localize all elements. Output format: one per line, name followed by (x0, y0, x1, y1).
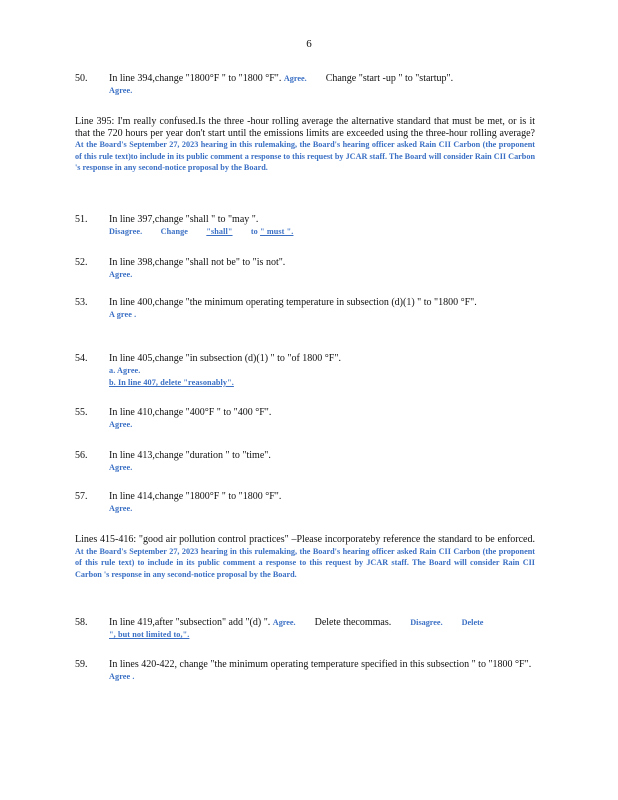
paragraph-reply: At the Board's September 27, 2023 hearing in this rulemaking, the Board's hearing officer asked Rain CII Carbon (the proponent of this rule text) to include in its public comment a response to this request by JCAR staff. The Board will consider Rain CII Carbon 's response in any second-notice proposal by the Board. (75, 546, 535, 579)
item-number: 51. (75, 214, 88, 225)
item-reply: b. In line 407, delete "reasonably". (109, 378, 234, 387)
item-text: In line 414,change "1800°F " to "1800 °F". (109, 491, 282, 502)
paragraph-reply: At the Board's September 27, 2023 hearing in this rulemaking, the Board's hearing officer asked Rain CII Carbon (the proponent of this rule text)to include in its public comment a response to this request by JCAR staff. The Board will consider Rain CII Carbon 's response in any second-notice proposal by the Board. (75, 140, 535, 172)
item-reply: to (250, 227, 258, 236)
item-reply: "shall" (206, 227, 233, 236)
paragraph-text: Lines 415-416: "good air pollution control practices" –Please incorporateby reference the standard to be enforced. (75, 534, 535, 545)
item-text: In line 405,change "in subsection (d)(1) " to "of 1800 °F". (109, 353, 341, 364)
item-reply: Delete (461, 618, 484, 627)
item-reply: Disagree. (410, 618, 443, 627)
list-item (75, 256, 535, 281)
item-reply: Disagree. (109, 227, 143, 236)
item-number: 53. (75, 297, 88, 308)
item-reply: Agree. (109, 420, 133, 429)
item-text: In lines 420-422, change "the minimum operating temperature specified in this subsection " to "1800 °F". (109, 659, 532, 670)
item-number: 54. (75, 353, 88, 364)
list-item (75, 658, 535, 683)
item-reply: A gree . (109, 310, 137, 319)
item-number: 55. (75, 407, 88, 418)
item-text: In line 400,change "the minimum operating temperature in subsection (d)(1) " to "1800 °F". (109, 297, 477, 308)
list-item (75, 616, 535, 641)
comment-paragraph (75, 534, 535, 580)
item-reply: a. Agree. (109, 366, 141, 375)
item-text: In line 397,change "shall " to "may ". (109, 214, 259, 225)
list-item (75, 406, 535, 431)
item-number: 57. (75, 491, 88, 502)
item-reply: Agree. (109, 463, 133, 472)
item-reply: Change (160, 227, 189, 236)
list-item (75, 490, 535, 515)
list-item (75, 72, 535, 97)
item-text: In line 410,change "400°F " to "400 °F". (109, 407, 272, 418)
item-number: 56. (75, 450, 88, 461)
item-reply: ", but not limited to,". (109, 630, 190, 639)
item-reply: Agree. (272, 618, 296, 627)
page-number: 6 (306, 38, 312, 50)
item-reply: Agree. (109, 86, 133, 95)
item-reply: Agree. (109, 270, 133, 279)
item-text: In line 394,change "1800°F " to "1800 °F". (109, 73, 282, 84)
item-text: In line 413,change "duration " to "time". (109, 450, 271, 461)
item-reply: Agree . (109, 672, 135, 681)
list-item (75, 449, 535, 474)
item-text-2: Change "start -up " to "startup". (325, 73, 454, 84)
item-text: In line 398,change "shall not be" to "is not". (109, 257, 286, 268)
paragraph-text: Line 395: I'm really confused.Is the three -hour rolling average the alternative standard that must be met, or is it that the 720 hours per year don't start until the emissions limits are exceeded using the three-hour rolling average? (75, 116, 535, 139)
list-item (75, 352, 535, 389)
item-number: 58. (75, 617, 88, 628)
item-number: 50. (75, 73, 88, 84)
item-number: 59. (75, 659, 88, 670)
list-item (75, 213, 535, 238)
item-reply: " must ". (260, 227, 294, 236)
comment-paragraph (75, 116, 535, 174)
list-item (75, 296, 535, 321)
item-text-2: Delete thecommas. (314, 617, 392, 628)
item-text: In line 419,after "subsection" add "(d) ". (109, 617, 271, 628)
item-number: 52. (75, 257, 88, 268)
item-reply: Agree. (283, 74, 307, 83)
item-reply: Agree. (109, 504, 133, 513)
